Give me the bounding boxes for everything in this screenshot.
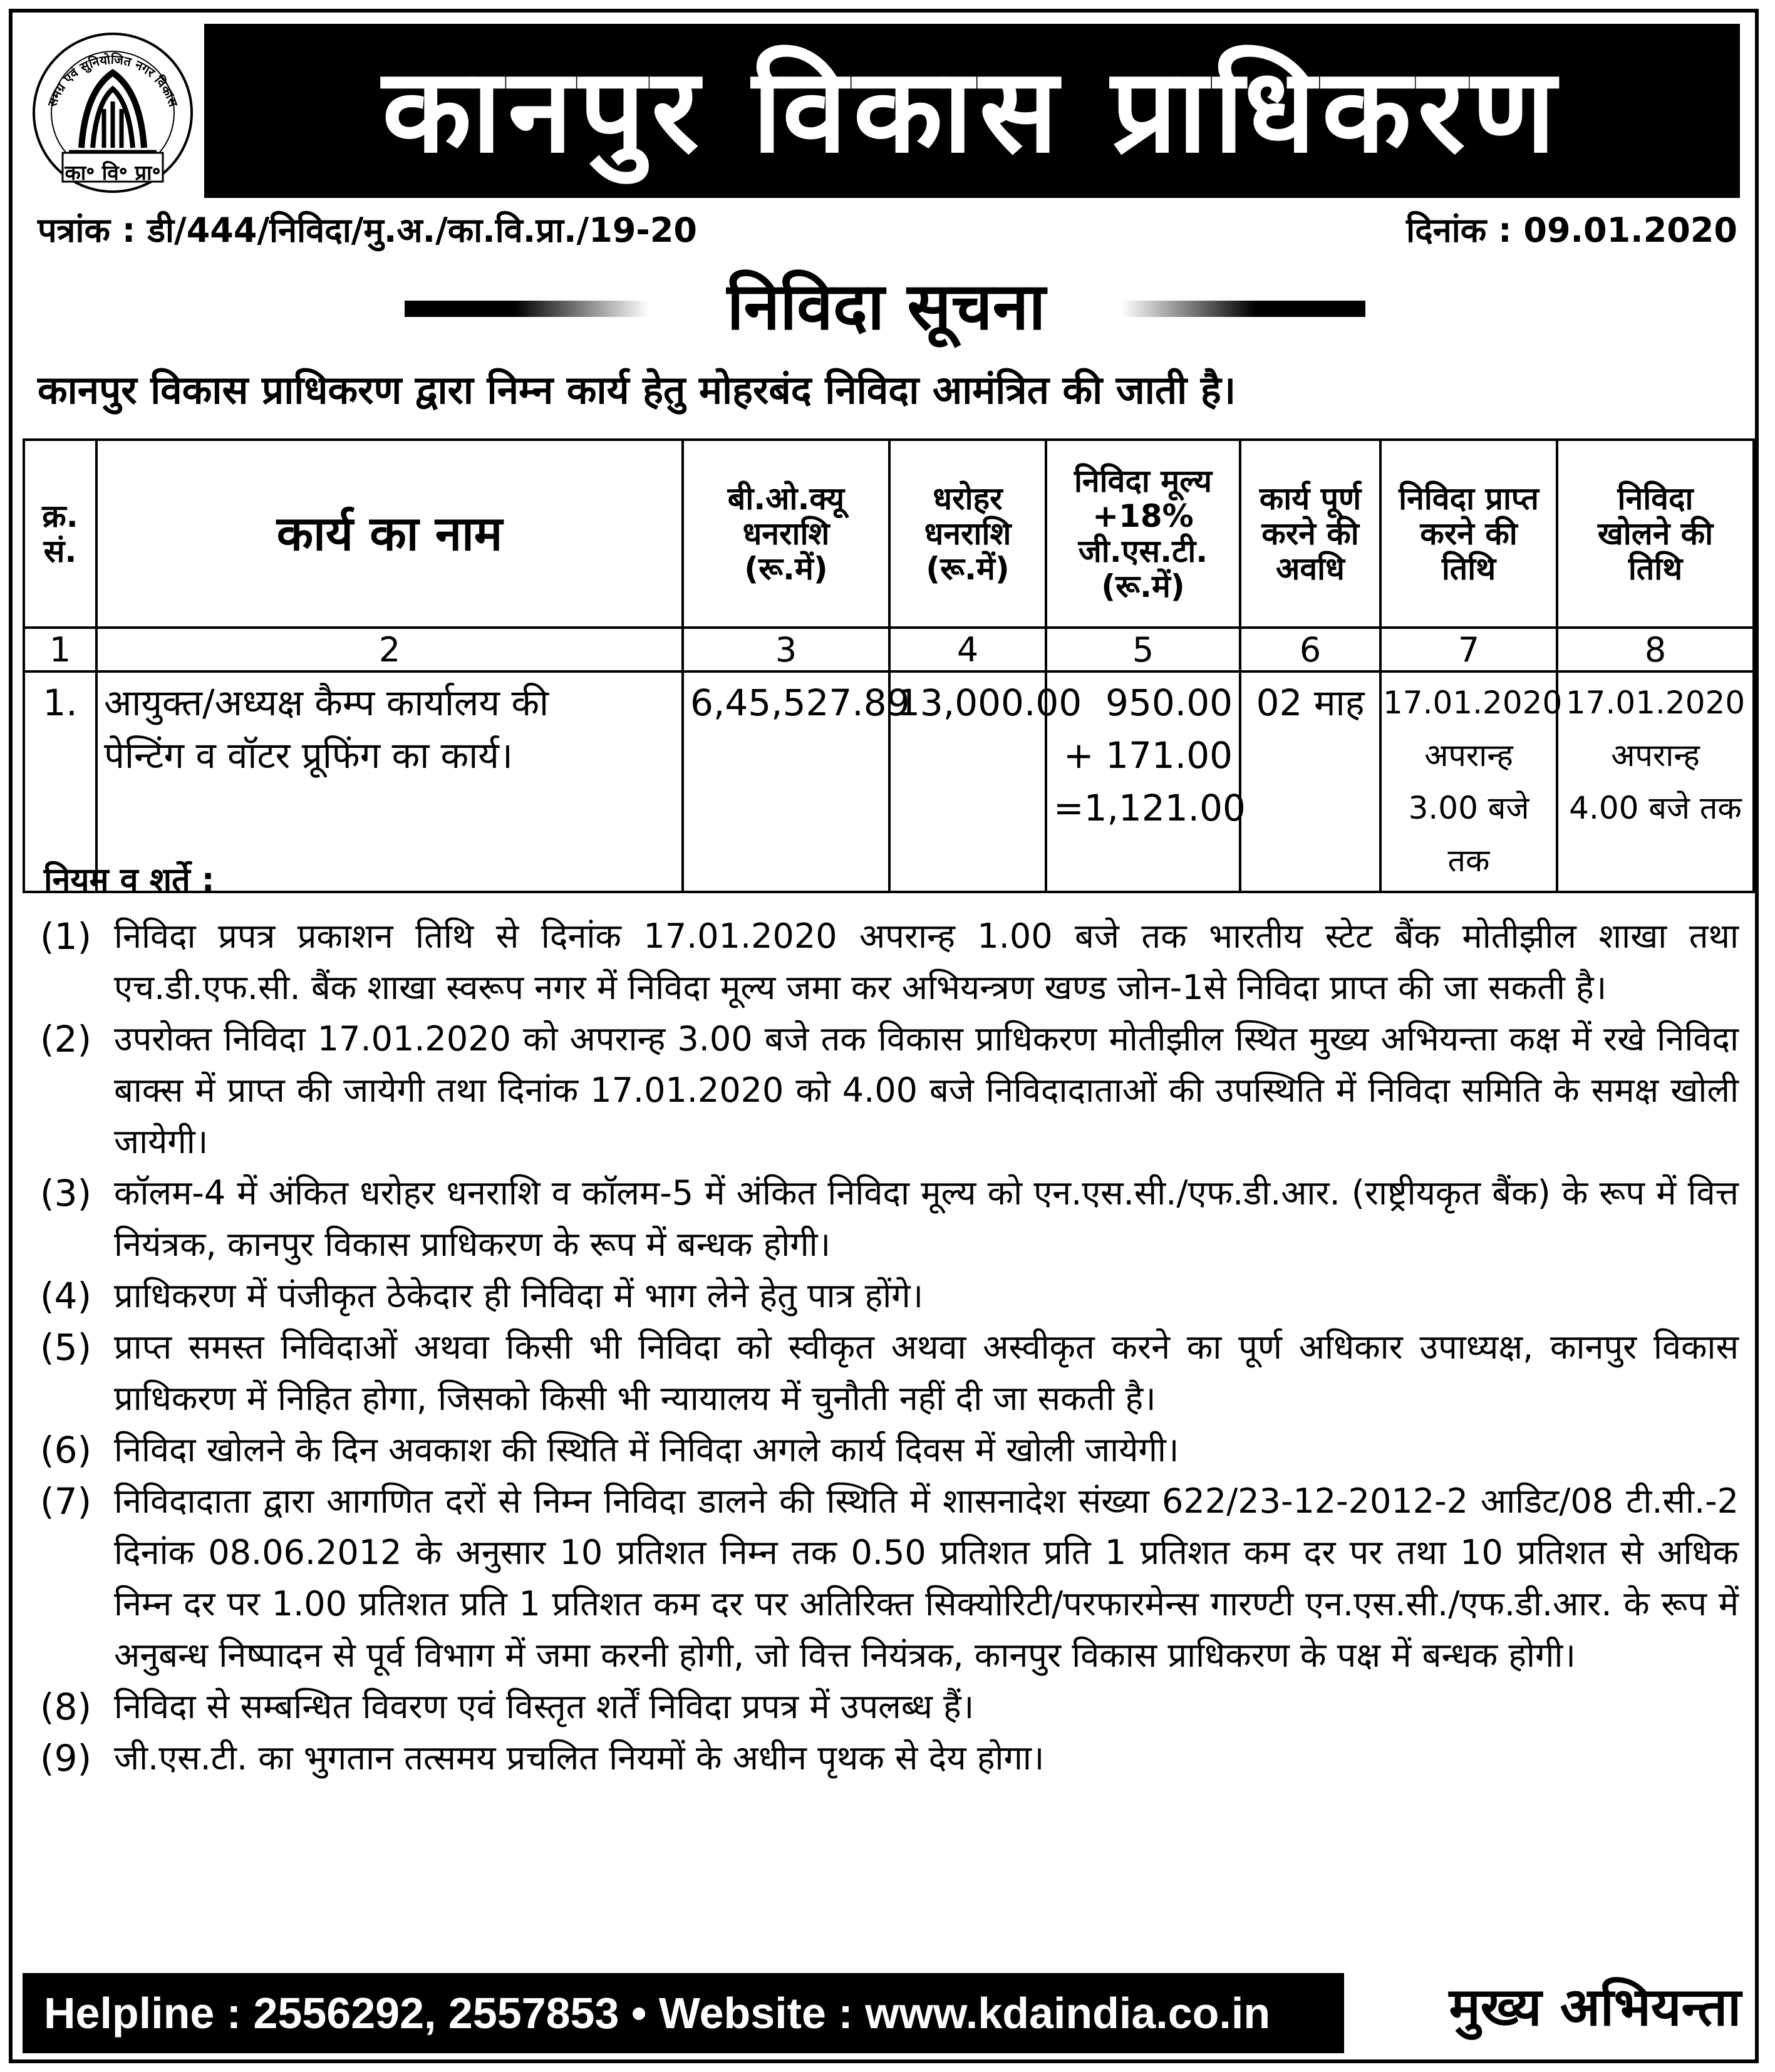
column-number: 4 <box>889 628 1046 671</box>
column-number: 1 <box>24 628 96 671</box>
table-row <box>24 671 1754 892</box>
rule-text: प्राप्त समस्त निविदाओं अथवा किसी भी निविदा को स्वीकृत अथवा अस्वीकृत करने का पूर्ण अधिकार उपाध्यक्ष, कानपुर विकास प्राधिकरण में निहित होगा, जिसको किसी भी न्यायालय में चुनौती नहीं दी जा सकती है। <box>114 1327 1739 1418</box>
rule-text: उपरोक्त निविदा 17.01.2020 को अपरान्ह 3.00 बजे तक विकास प्राधिकरण मोतीझील स्थित मुख्य अभियन्ता कक्ष में रखे निविदा बाक्स में प्राप्त की जायेगी तथा दिनांक 17.01.2020 को 4.00 बजे निविदादाताओं की उपस्थिति में निविदा समिति के समक्ष खोली जायेगी। <box>114 1019 1739 1161</box>
rule-text: निविदा खोलने के दिन अवकाश की स्थिति में निविदा अगले कार्य दिवस में खोली जायेगी। <box>114 1430 1179 1469</box>
cell-receive-date: 17.01.2020 अपरान्ह 3.00 बजे तक <box>1380 671 1557 892</box>
column-number: 5 <box>1046 628 1240 671</box>
header-duration: कार्य पूर्ण करने की अवधि <box>1240 440 1380 628</box>
rule-item <box>40 1013 1739 1168</box>
header-serial: क्र. सं. <box>24 440 96 628</box>
rule-number: (2) <box>40 1018 92 1060</box>
rule-text: कॉलम-4 में अंकित धरोहर धनराशि व कॉलम-5 में अंकित निविदा मूल्य को एन.एस.सी./एफ.डी.आर. (राष्ट्रीयकृत बैंक) के रूप में वित्त नियंत्रक, कानपुर विकास प्राधिकरण के रूप में बन्धक होगी। <box>114 1173 1739 1264</box>
rule-item <box>40 1681 1739 1733</box>
footer-contact-bar: Helpline : 2556292, 2557853 • Website : www.kdaindia.co.in <box>23 1973 1344 2053</box>
table-header-row <box>24 440 1754 628</box>
rule-text: निविदा प्रपत्र प्रकाशन तिथि से दिनांक 17.01.2020 अपरान्ह 1.00 बजे तक भारतीय स्टेट बैंक मोतीझील शाखा तथा एच.डी.एफ.सी. बैंक शाखा स्वरूप नगर में निविदा मूल्य जमा कर अभियन्त्रण खण्ड जोन-1से निविदा प्राप्त की जा सकती है। <box>114 916 1739 1007</box>
notice-title: निविदा सूचना <box>727 268 1046 344</box>
cell-serial: 1. <box>24 671 96 892</box>
notice-date: दिनांक : 09.01.2020 <box>1406 210 1737 250</box>
svg-text:समग्र एवं सुनियोजित नगर विकास: समग्र एवं सुनियोजित नगर विकास <box>44 51 182 109</box>
organisation-banner: कानपुर विकास प्राधिकरण <box>204 24 1740 198</box>
rule-text: निविदा से सम्बन्धित विवरण एवं विस्तृत शर्तें निविदा प्रपत्र में उपलब्ध हैं। <box>114 1687 975 1726</box>
title-left-gradient-bar <box>405 301 649 317</box>
header-work-name: कार्य का नाम <box>96 440 683 628</box>
rule-number: (9) <box>40 1737 92 1779</box>
rule-number: (1) <box>40 915 92 958</box>
cell-tender-fee: 950.00 + 171.00 =1,121.00 <box>1046 671 1240 892</box>
column-number: 8 <box>1557 628 1754 671</box>
column-number: 7 <box>1380 628 1557 671</box>
rules-list <box>40 911 1739 1784</box>
rule-number: (4) <box>40 1275 92 1317</box>
tender-table <box>23 438 1755 893</box>
rule-item <box>40 1322 1739 1424</box>
logo-abbreviation: का॰ वि॰ प्रा॰ <box>65 160 161 185</box>
cell-boq-amount: 6,45,527.89 <box>683 671 889 892</box>
rule-text: प्राधिकरण में पंजीकृत ठेकेदार ही निविदा में भाग लेने हेतु पात्र होंगे। <box>114 1276 924 1315</box>
rule-number: (7) <box>40 1480 92 1523</box>
rule-item <box>40 911 1739 1013</box>
header-earnest-money: धरोहर धनराशि (रू.में) <box>889 440 1046 628</box>
notice-title-row <box>0 268 1775 344</box>
header-open-date: निविदा खोलने की तिथि <box>1557 440 1754 628</box>
rule-number: (3) <box>40 1172 92 1215</box>
rule-item <box>40 1270 1739 1322</box>
header-boq-amount: बी.ओ.क्यू धनराशि (रू.में) <box>683 440 889 628</box>
reference-number: पत्रांक : डी/444/निविदा/मु.अ./का.वि.प्रा./19-20 <box>38 210 697 250</box>
rule-number: (8) <box>40 1686 92 1728</box>
rule-text: जी.एस.टी. का भुगतान तत्समय प्रचलित नियमों के अधीन पृथक से देय होगा। <box>114 1738 1045 1778</box>
rules-heading: नियम व शर्ते : <box>44 861 215 899</box>
cell-open-date: 17.01.2020 अपरान्ह 4.00 बजे तक <box>1557 671 1754 892</box>
header-receive-date: निविदा प्राप्त करने की तिथि <box>1380 440 1557 628</box>
column-number: 3 <box>683 628 889 671</box>
cell-duration: 02 माह <box>1240 671 1380 892</box>
rule-item <box>40 1476 1739 1681</box>
column-number-row <box>24 628 1754 671</box>
title-right-gradient-bar <box>1121 301 1365 317</box>
kda-logo <box>29 29 197 197</box>
rule-item <box>40 1424 1739 1476</box>
rule-number: (6) <box>40 1429 92 1471</box>
rule-text: निविदादाता द्वारा आगणित दरों से निम्न निविदा डालने की स्थिति में शासनादेश संख्या 622/23-12-2012-2 आडिट/08 टी.सी.-2 दिनांक 08.06.2012 के अनुसार 10 प्रतिशत निम्न तक 0.50 प्रतिशत प्रति 1 प्रतिशत कम दर पर तथा 10 प्रतिशत से अधिक निम्न दर पर 1.00 प्रतिशत प्रति 1 प्रतिशत कम दर पर अतिरिक्त सिक्योरिटी/परफारमेन्स गारण्टी एन.एस.सी./एफ.डी.आर. के रूप में अनुबन्ध निष्पादन से पूर्व विभाग में जमा करनी होगी, जो वित्त नियंत्रक, कानपुर विकास प्राधिकरण के पक्ष में बन्धक होगी। <box>114 1481 1739 1675</box>
rule-item <box>40 1733 1739 1784</box>
column-number: 6 <box>1240 628 1380 671</box>
signatory: मुख्य अभियन्ता <box>1449 1976 1741 2038</box>
rule-number: (5) <box>40 1326 92 1369</box>
rule-item <box>40 1168 1739 1270</box>
header-tender-fee: निविदा मूल्य +18% जी.एस.टी. (रू.में) <box>1046 440 1240 628</box>
intro-text: कानपुर विकास प्राधिकरण द्वारा निम्न कार्य हेतु मोहरबंद निविदा आमंत्रित की जाती है। <box>38 367 1236 413</box>
cell-earnest-money: 13,000.00 <box>889 671 1046 892</box>
column-number: 2 <box>96 628 683 671</box>
cell-work-name: आयुक्त/अध्यक्ष कैम्प कार्यालय की पेन्टिंग व वॉटर प्रूफिंग का कार्य। <box>96 671 683 892</box>
